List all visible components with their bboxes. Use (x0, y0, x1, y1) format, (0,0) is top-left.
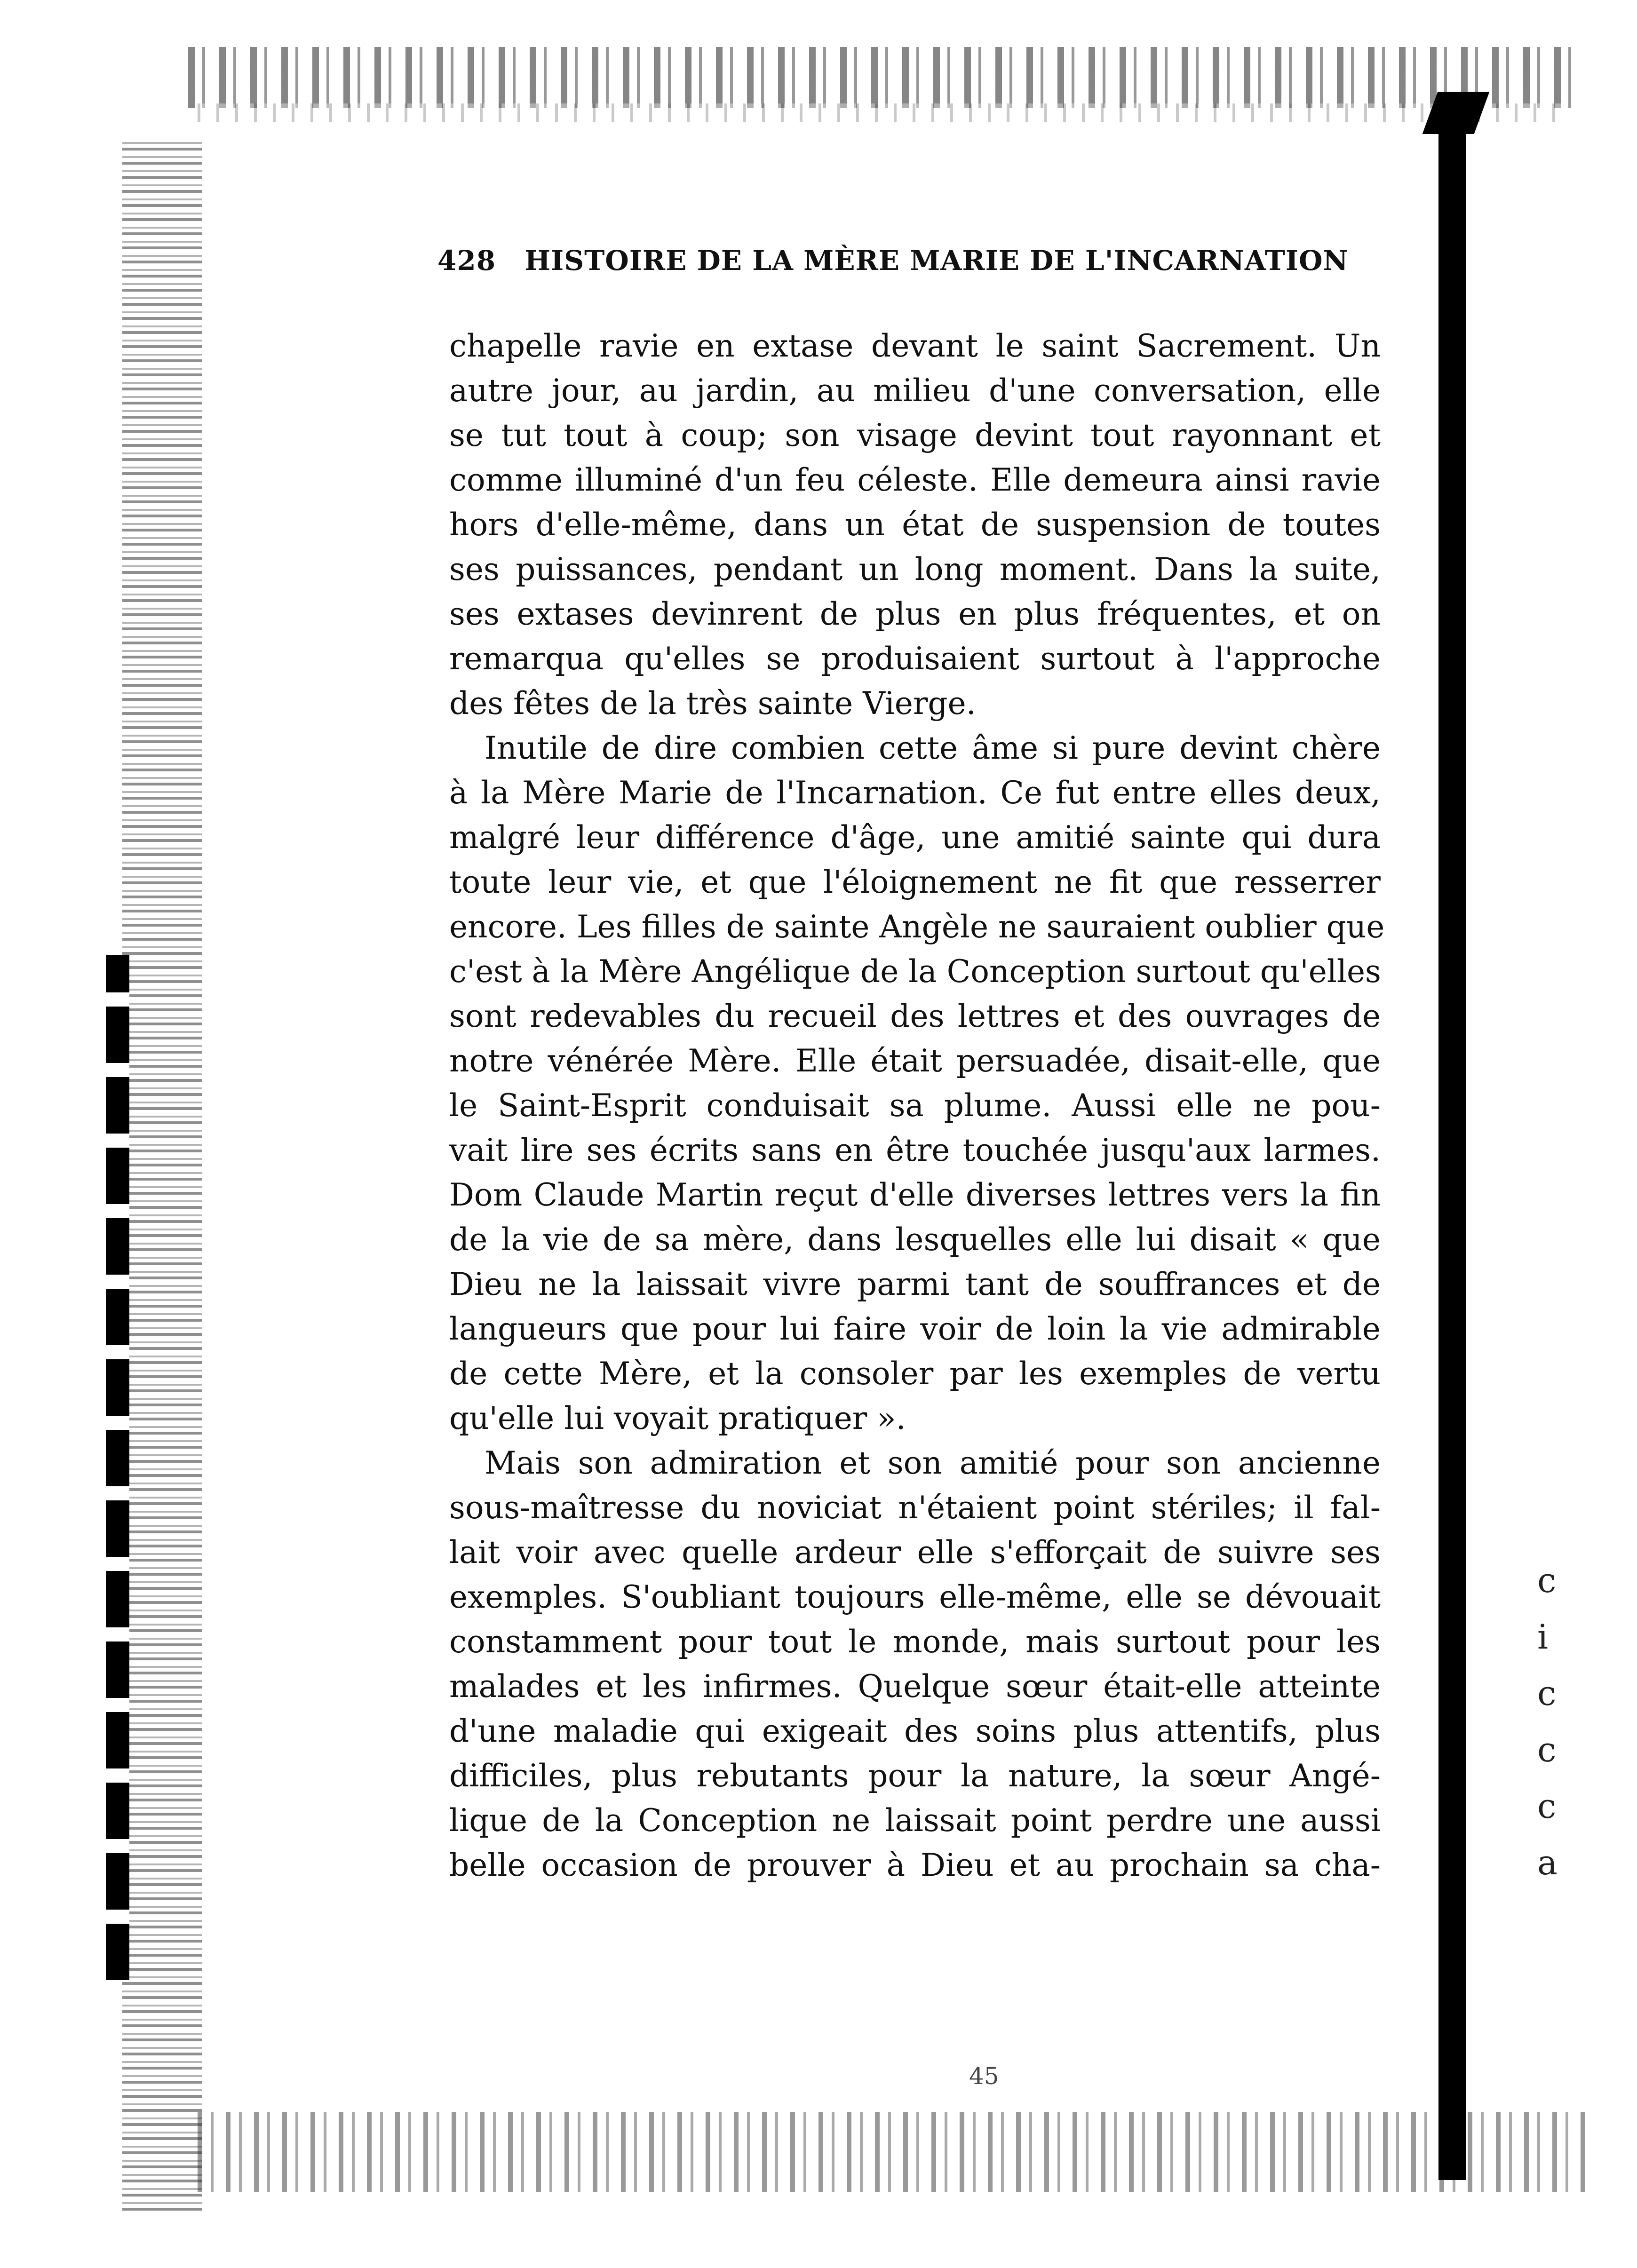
scan-noise-top (188, 47, 1576, 108)
text-line: notre vénérée Mère. Elle était persuadée, disait-elle, que (449, 1043, 1381, 1079)
scan-noise-left-edge (122, 141, 202, 2211)
text-line: ses extases devinrent de plus en plus fréquentes, et on (449, 596, 1381, 632)
text-line: Inutile de dire combien cette âme si pure devint chère (485, 730, 1381, 766)
text-line: se tut tout à coup; son visage devint tout rayonnant et (449, 417, 1381, 453)
text-line: malgré leur différence d'âge, une amitié sainte qui dura (449, 819, 1381, 856)
text-line: vait lire ses écrits sans en être touchée jusqu'aux larmes. (449, 1132, 1381, 1168)
margin-fragment: i (1537, 1617, 1549, 1657)
margin-fragment: c (1537, 1786, 1557, 1826)
text-line: remarqua qu'elles se produisaient surtout à l'approche (449, 641, 1381, 677)
text-line: des fêtes de la très sainte Vierge. (449, 685, 976, 722)
text-line: Dom Claude Martin reçut d'elle diverses lettres vers la fin (449, 1177, 1381, 1213)
text-line: sous-maîtresse du noviciat n'étaient point stériles; il fal- (449, 1490, 1381, 1526)
text-line: autre jour, au jardin, au milieu d'une conversation, elle (449, 373, 1381, 409)
page-binding-shadow (1438, 92, 1466, 2180)
running-header (437, 245, 1378, 277)
text-line: à la Mère Marie de l'Incarnation. Ce fut entre elles deux, (449, 775, 1381, 811)
text-line: toute leur vie, et que l'éloignement ne fit que resserrer (449, 864, 1381, 900)
scan-noise-top-thin (198, 103, 1562, 122)
text-line: encore. Les filles de sainte Angèle ne sauraient oublier que (449, 909, 1385, 945)
text-line: constamment pour tout le monde, mais surtout pour les (449, 1624, 1381, 1660)
text-line: de la vie de sa mère, dans lesquelles elle lui disait « que (449, 1221, 1381, 1258)
margin-fragment: c (1537, 1561, 1557, 1600)
text-line: de cette Mère, et la consoler par les exemples de vertu (449, 1356, 1381, 1392)
scan-noise-left-bars (106, 955, 129, 1980)
text-line: belle occasion de prouver à Dieu et au prochain sa cha- (449, 1847, 1381, 1883)
text-line: le Saint-Esprit conduisait sa plume. Aussi elle ne pou- (449, 1087, 1381, 1124)
text-line: sont redevables du recueil des lettres et des ouvrages de (449, 998, 1381, 1034)
margin-fragment: a (1537, 1843, 1558, 1882)
text-line: comme illuminé d'un feu céleste. Elle demeura ainsi ravie (449, 462, 1381, 498)
text-line: lique de la Conception ne laissait point perdre une aussi (449, 1802, 1381, 1839)
text-line: Mais son admiration et son amitié pour son ancienne (485, 1445, 1381, 1481)
scan-noise-bottom (198, 2112, 1585, 2192)
text-line: chapelle ravie en extase devant le saint Sacrement. Un (449, 328, 1381, 364)
facing-page-fragments (1537, 1552, 1565, 1891)
text-line: Dieu ne la laissait vivre parmi tant de souffrances et de (449, 1266, 1381, 1302)
margin-fragment: c (1537, 1673, 1557, 1713)
text-line: d'une maladie qui exigeait des soins plus attentifs, plus (449, 1713, 1381, 1749)
text-line: langueurs que pour lui faire voir de loin la vie admirable (449, 1311, 1381, 1347)
body-text (449, 324, 1385, 1887)
text-line: exemples. S'oubliant toujours elle-même, elle se dévouait (449, 1579, 1381, 1615)
page-number: 428 (437, 245, 496, 277)
text-line: c'est à la Mère Angélique de la Conception surtout qu'elles (449, 953, 1381, 990)
signature-mark: 45 (969, 2062, 999, 2090)
running-title: HISTOIRE DE LA MÈRE MARIE DE L'INCARNATION (524, 245, 1349, 277)
text-line: qu'elle lui voyait pratiquer ». (449, 1400, 906, 1436)
margin-fragment: c (1537, 1730, 1557, 1769)
text-line: ses puissances, pendant un long moment. Dans la suite, (449, 551, 1381, 587)
text-line: malades et les infirmes. Quelque sœur était-elle atteinte (449, 1668, 1381, 1705)
text-line: lait voir avec quelle ardeur elle s'efforçait de suivre ses (449, 1534, 1381, 1570)
text-line: difficiles, plus rebutants pour la nature, la sœur Angé- (449, 1758, 1381, 1794)
text-line: hors d'elle-même, dans un état de suspension de toutes (449, 507, 1381, 543)
